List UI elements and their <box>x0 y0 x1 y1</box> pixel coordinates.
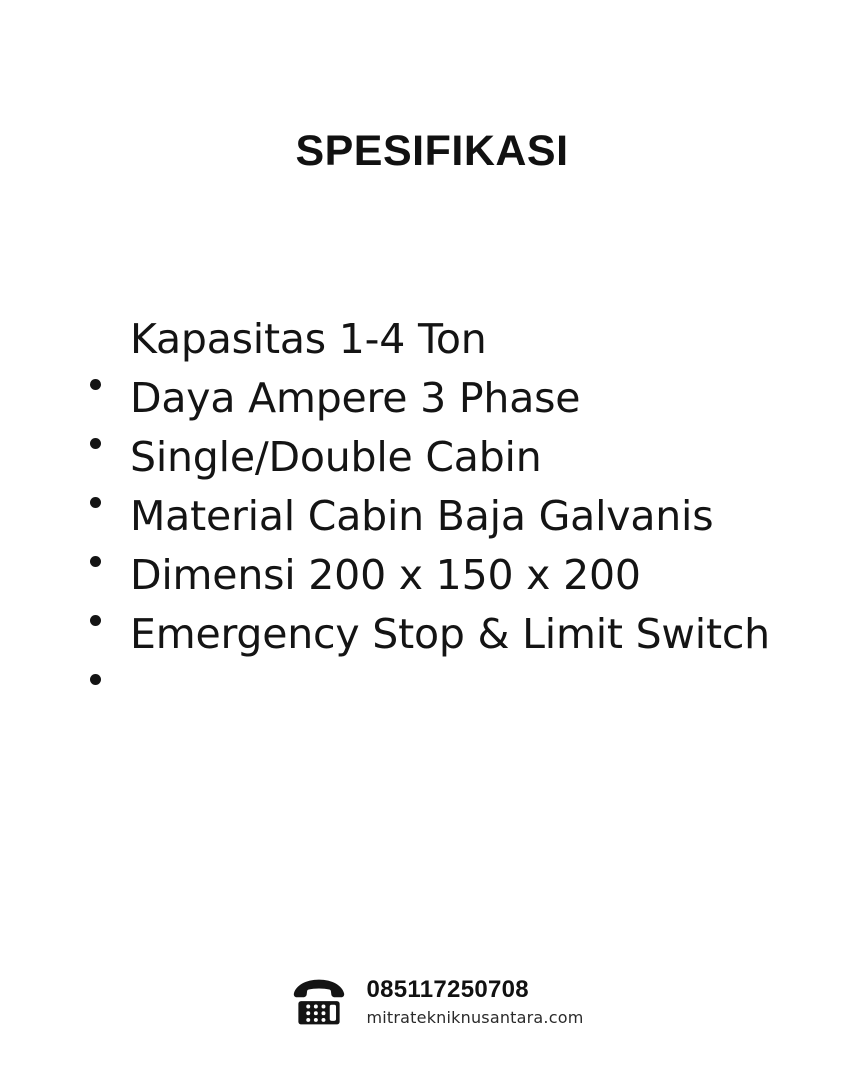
website-url: mitratekniknusantara.com <box>366 1008 584 1027</box>
spec-text: Emergency Stop & Limit Switch <box>130 610 770 659</box>
specification-list <box>78 310 844 664</box>
list-item <box>78 428 844 487</box>
list-item <box>78 369 844 428</box>
list-item <box>78 487 844 546</box>
spec-text: Kapasitas 1-4 Ton <box>130 315 487 364</box>
list-item <box>78 546 844 605</box>
list-item <box>78 310 844 369</box>
spec-text: Dimensi 200 x 150 x 200 <box>130 551 641 600</box>
footer-text-block <box>366 978 583 1026</box>
spec-text: Daya Ampere 3 Phase <box>130 374 581 423</box>
telephone-icon <box>290 976 348 1028</box>
phone-number: 085117250708 <box>366 976 529 1003</box>
content-spacer <box>0 664 864 976</box>
spec-text: Material Cabin Baja Galvanis <box>130 492 714 541</box>
page-title: SPESIFIKASI <box>295 127 569 175</box>
footer-contact <box>0 976 864 1028</box>
list-item <box>78 605 844 664</box>
spec-text: Single/Double Cabin <box>130 433 542 482</box>
